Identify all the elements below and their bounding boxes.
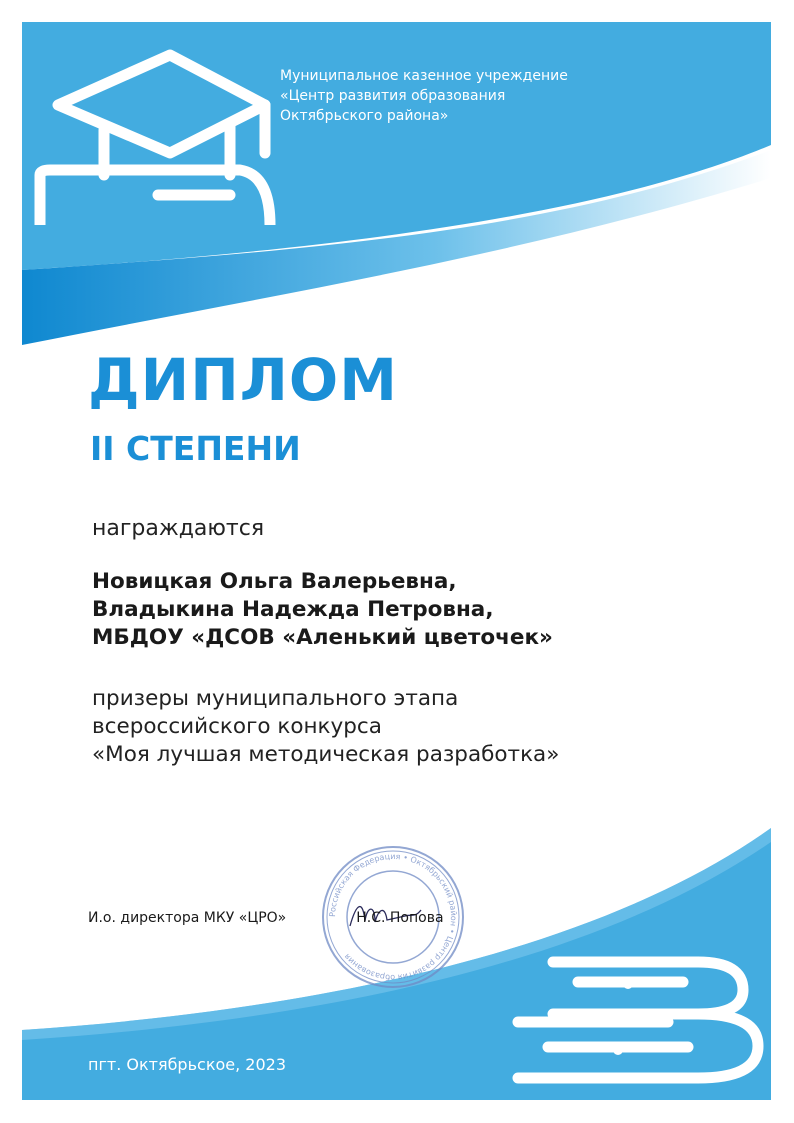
diploma-title: ДИПЛОМ xyxy=(88,346,398,414)
signatory-role: И.о. директора МКУ «ЦРО» xyxy=(88,910,287,926)
award-description xyxy=(92,685,559,769)
books-stack-icon xyxy=(508,952,768,1084)
recipients xyxy=(92,568,553,652)
place-and-year xyxy=(88,1054,286,1076)
graduation-cap-icon xyxy=(30,35,280,225)
organization-line-2: «Центр развития образования xyxy=(280,88,506,104)
recipient-line-2: Владыкина Надежда Петровна, xyxy=(92,597,494,622)
description-line-3: «Моя лучшая методическая разработка» xyxy=(92,742,560,767)
place-year-text: пгт. Октябрьское, 2023 xyxy=(88,1055,286,1074)
description-line-1: призеры муниципального этапа xyxy=(92,686,459,711)
description-line-2: всероссийского конкурса xyxy=(92,714,382,739)
diploma-degree: II СТЕПЕНИ xyxy=(90,429,301,468)
recipient-line-1: Новицкая Ольга Валерьевна, xyxy=(92,569,457,594)
organization-line-3: Октябрьского района» xyxy=(280,108,449,124)
signature-row xyxy=(88,908,444,928)
stamp-text: Российская Федерация • Октябрьский район • Центр развития образования xyxy=(327,851,459,983)
organization-line-1: Муниципальное казенное учреждение xyxy=(280,68,568,84)
awarded-label: награждаются xyxy=(92,516,265,541)
signatory-name: Н.С. Попова xyxy=(356,910,444,926)
organization-name xyxy=(280,66,620,126)
recipient-line-3: МБДОУ «ДСОВ «Аленький цветочек» xyxy=(92,625,553,650)
